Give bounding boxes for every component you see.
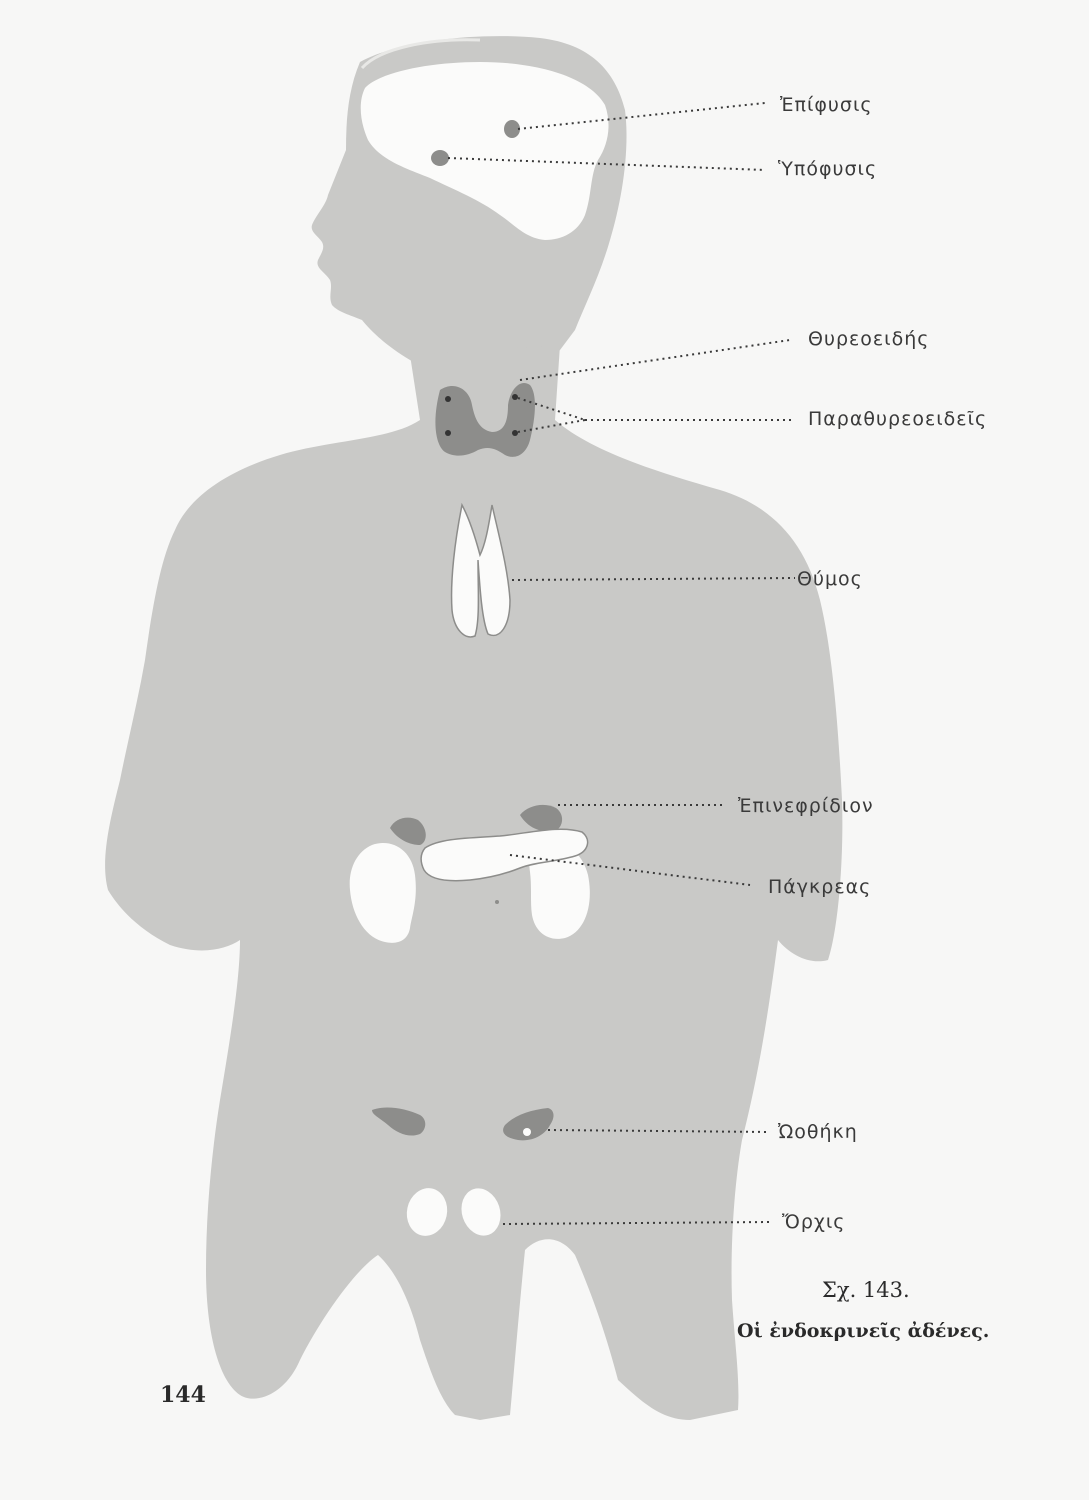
ovary-follicle — [523, 1128, 531, 1136]
label-pancreas: Πάγκρεας — [768, 876, 872, 898]
label-adrenal: Ἐπινεφρίδιον — [738, 795, 874, 817]
label-thymus: Θύμος — [797, 568, 863, 590]
label-pineal: Ἐπίφυσις — [780, 94, 873, 116]
parathyroid-gland — [445, 430, 451, 436]
label-ovary: Ὠοθήκη — [778, 1121, 858, 1143]
label-pituitary: Ὑπόφυσις — [778, 158, 878, 180]
label-parathyroids: Παραθυρεοειδεῖς — [808, 408, 988, 430]
parathyroid-gland — [512, 430, 518, 436]
body-marking — [495, 900, 499, 904]
parathyroid-gland — [512, 394, 518, 400]
page-number: 144 — [160, 1382, 206, 1408]
label-thyroid: Θυρεοειδής — [808, 328, 930, 350]
pituitary-gland — [431, 150, 449, 166]
pineal-gland — [504, 120, 520, 138]
figure-caption: Οἱ ἐνδοκρινεῖς ἀδένες. — [737, 1320, 990, 1342]
label-testis: Ὄρχις — [782, 1211, 846, 1233]
figure-number: Σχ. 143. — [822, 1278, 910, 1302]
parathyroid-gland — [445, 396, 451, 402]
